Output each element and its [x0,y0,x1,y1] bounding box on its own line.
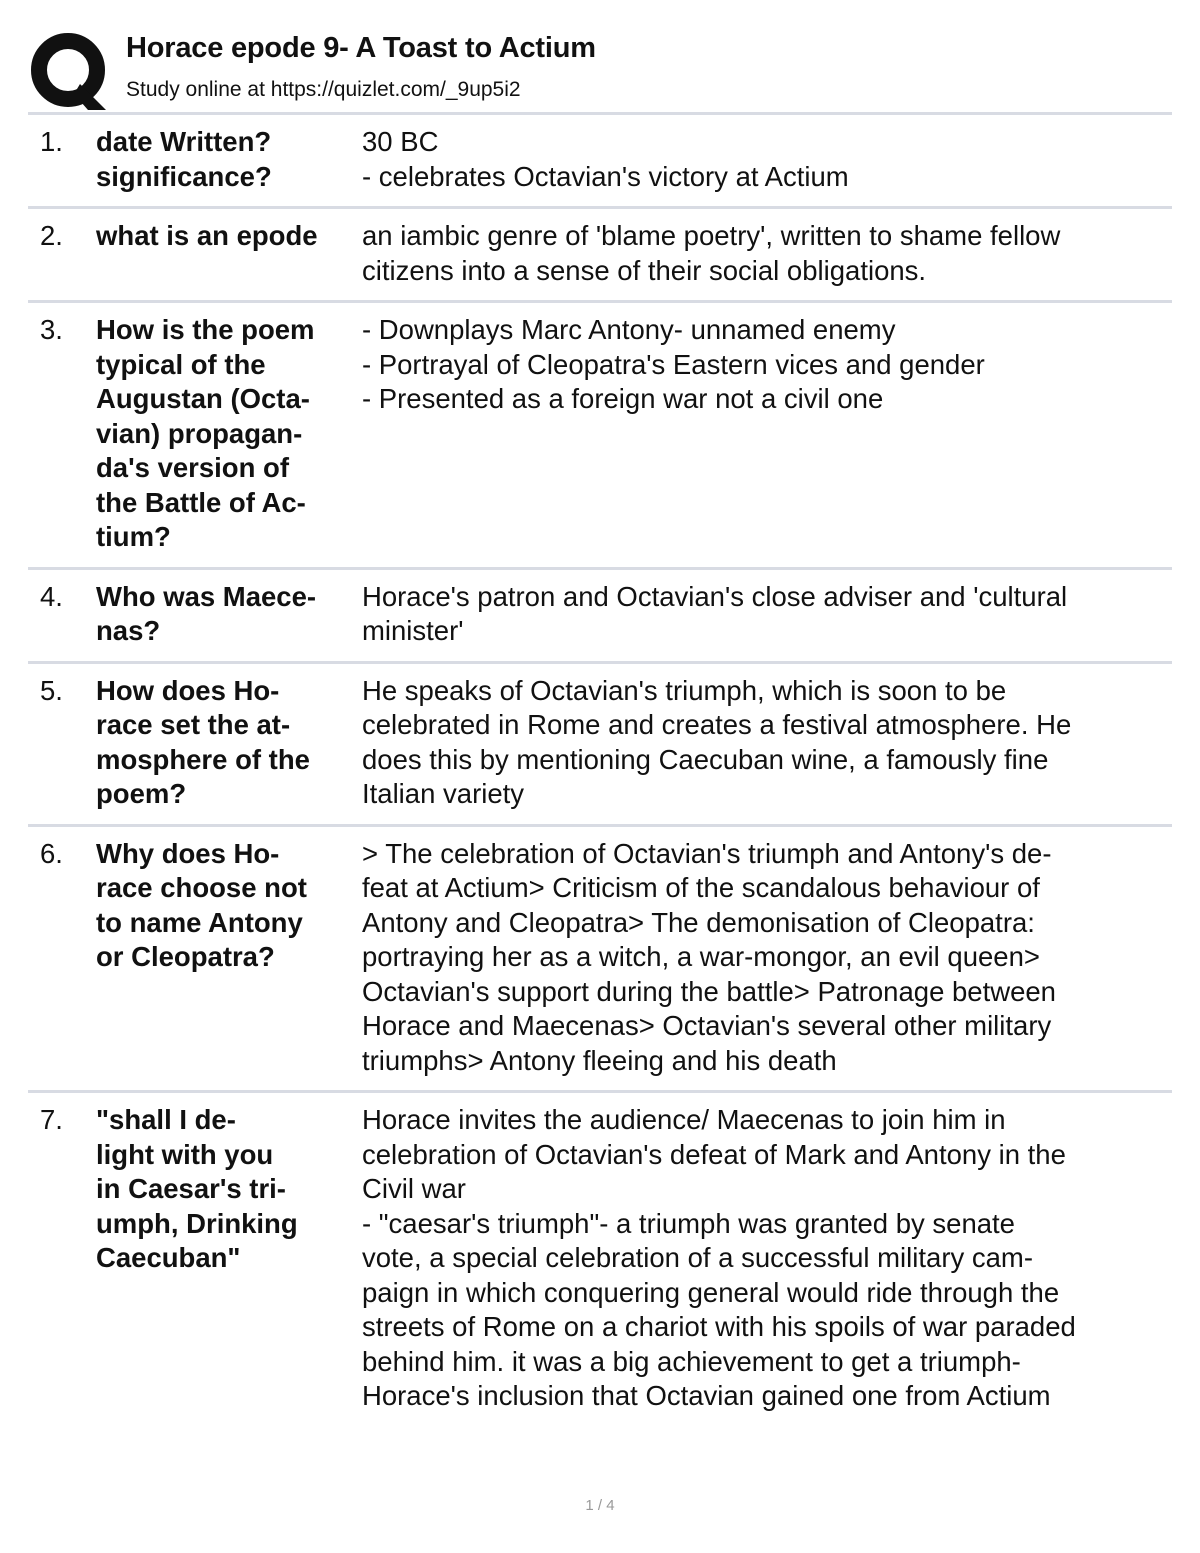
card-number: 3. [40,314,63,345]
flashcard-row [28,115,1172,209]
card-number: 5. [40,674,63,706]
flashcard-row [28,303,1172,570]
flashcard-row [28,664,1172,827]
card-definition: 30 BC - celebrates Octavian's victory at Actium [362,126,849,192]
card-term: date Written? significance? [96,126,272,192]
card-definition: Horace's patron and Octavian's close adviser and 'cultural minister' [362,580,1068,646]
flashcard-row [28,1093,1172,1426]
flashcard-row [28,570,1172,664]
page-title: Horace epode 9- A Toast to Actium [126,32,596,64]
quizlet-q-logo-icon [30,32,110,112]
card-term: "shall I de- light with you in Caesar's tri- umph, Drinking Caecuban" [96,1104,298,1273]
page-header [28,28,1172,112]
card-number: 4. [40,580,63,612]
card-definition: Horace invites the audience/ Maecenas to join him in celebration of Octavian's defeat of Mark and Antony in the Civil war - "caesar's triumph"- a triumph was granted by senate vote, a special celebration of a successful military cam- paign in which conquering general would ride through the streets of Rome on a chariot with his spoils of war paraded behind him. it was a big achievement to get a triumph- Horace's inclusion that Octavian gained one from Actium [362,1104,1076,1411]
card-term: Who was Maece- nas? [96,580,317,646]
flashcard-row [28,827,1172,1094]
flashcard-row [28,209,1172,303]
card-term: Why does Ho- race choose not to name Antony or Cleopatra? [96,837,307,972]
study-online-link[interactable]: Study online at https://quizlet.com/_9up5i2 [126,78,521,101]
card-term: How does Ho- race set the at- mosphere of the poem? [96,674,310,809]
card-term: what is an epode [96,220,318,251]
card-definition: He speaks of Octavian's triumph, which is soon to be celebrated in Rome and creates a festival atmosphere. He does this by mentioning Caecuban wine, a famously fine Italian variety [362,674,1072,809]
card-number: 6. [40,837,63,869]
page-number: 1 / 4 [585,1497,615,1514]
card-number: 1. [40,126,63,157]
card-term: How is the poem typical of the Augustan (Octa- vian) propagan- da's version of the Battle of Ac- tium? [96,314,315,552]
card-number: 2. [40,220,63,251]
card-definition: > The celebration of Octavian's triumph and Antony's de- feat at Actium> Criticism of the scandalous behaviour of Antony and Cleopatra> The demonisation of Cleopatra: portraying her as a witch, a war-mongor, an evil queen> Octavian's support during the battle> Patronage between Horace and Maecenas> Octavian's several other military triumphs> Antony fleeing and his death [362,837,1056,1076]
card-number: 7. [40,1104,63,1135]
card-definition: - Downplays Marc Antony- unnamed enemy - Portrayal of Cleopatra's Eastern vices and gender - Presented as a foreign war not a civil one [362,314,985,414]
card-definition: an iambic genre of 'blame poetry', written to shame fellow citizens into a sense of their social obligations. [362,220,1061,286]
flashcard-list [28,115,1172,1426]
